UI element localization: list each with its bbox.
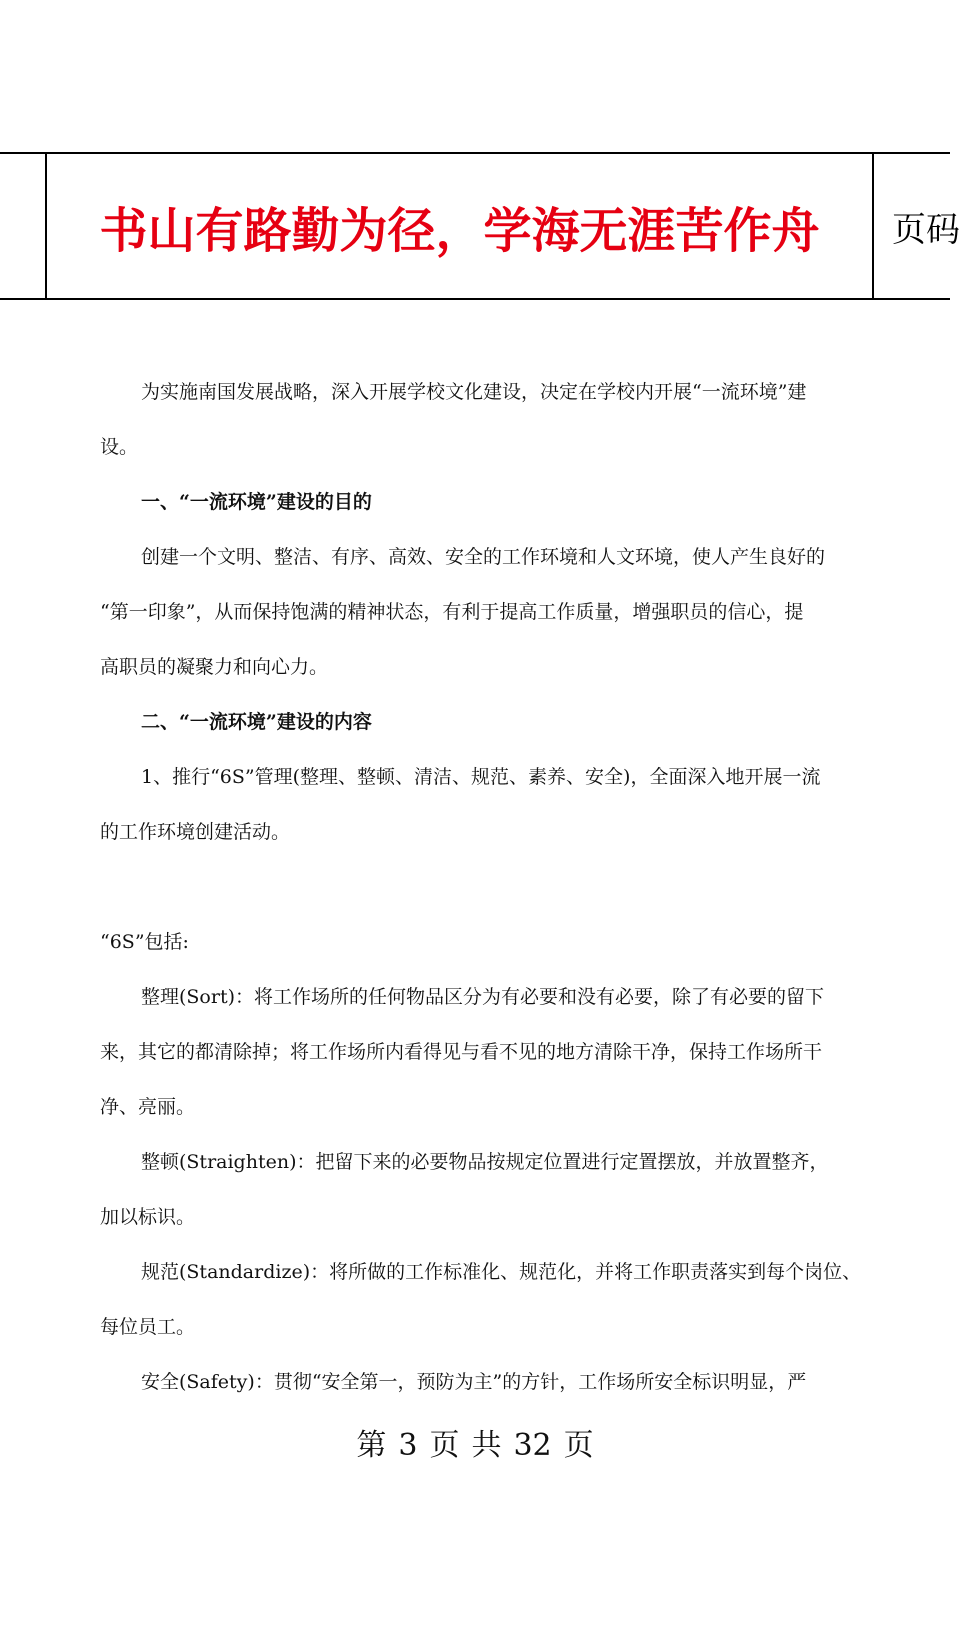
paragraph-purpose-line-3: 高职员的凝聚力和向心力。 — [100, 656, 329, 678]
paragraph-straighten-line-2: 加以标识。 — [100, 1206, 196, 1228]
page-header — [0, 152, 960, 300]
footer-word-ye-end: 页 — [563, 1428, 594, 1463]
footer-word-di: 第 — [356, 1428, 387, 1463]
paragraph-sort-line-3: 净、亮丽。 — [100, 1096, 196, 1118]
footer-word-ye: 页 — [429, 1428, 460, 1463]
paragraph-6s-includes: “6S”包括: — [100, 931, 189, 953]
paragraph-sort-line-1: 整理(Sort)：将工作场所的任何物品区分为有必要和没有必要，除了有必要的留下 — [141, 986, 825, 1008]
paragraph-intro-line-1: 为实施南国发展战略，深入开展学校文化建设，决定在学校内开展“一流环境”建 — [141, 381, 807, 403]
header-page-label: 页码 — [892, 209, 960, 250]
page-footer — [0, 1420, 950, 1464]
blank-line — [100, 860, 860, 915]
footer-current-page: 3 — [398, 1428, 418, 1463]
paragraph-sort-line-2: 来，其它的都清除掉；将工作场所内看得见与看不见的地方清除干净，保持工作场所干 — [100, 1041, 823, 1063]
paragraph-purpose-line-1: 创建一个文明、整洁、有序、高效、安全的工作环境和人文环境，使人产生良好的 — [141, 546, 826, 568]
footer-total-pages: 32 — [513, 1428, 552, 1463]
paragraph-safety-line-1: 安全(Safety)：贯彻“安全第一，预防为主”的方针，工作场所安全标识明显，严 — [141, 1371, 807, 1393]
document-body — [100, 365, 860, 1410]
paragraph-standardize-line-2: 每位员工。 — [100, 1316, 196, 1338]
section-heading-purpose: 一、“一流环境”建设的目的 — [141, 491, 372, 513]
footer-word-gong: 共 — [471, 1428, 502, 1463]
header-motto: 书山有路勤为径，学海无涯苦作舟 — [99, 202, 820, 259]
paragraph-purpose-line-2: “第一印象”，从而保持饱满的精神状态，有利于提高工作质量，增强职员的信心，提 — [100, 601, 804, 623]
paragraph-6s-line-2: 的工作环境创建活动。 — [100, 821, 291, 843]
paragraph-straighten-line-1: 整顿(Straighten)：把留下来的必要物品按规定位置进行定置摆放，并放置整齐， — [141, 1151, 829, 1173]
paragraph-6s-line-1: 1、推行“6S”管理(整理、整顿、清洁、规范、素养、安全)，全面深入地开展一流 — [141, 766, 821, 788]
paragraph-intro-line-2: 设。 — [100, 436, 139, 458]
section-heading-content: 二、“一流环境”建设的内容 — [141, 711, 372, 733]
header-divider-right — [872, 154, 874, 298]
paragraph-standardize-line-1: 规范(Standardize)：将所做的工作标准化、规范化，并将工作职责落实到每个岗位、 — [141, 1261, 862, 1283]
